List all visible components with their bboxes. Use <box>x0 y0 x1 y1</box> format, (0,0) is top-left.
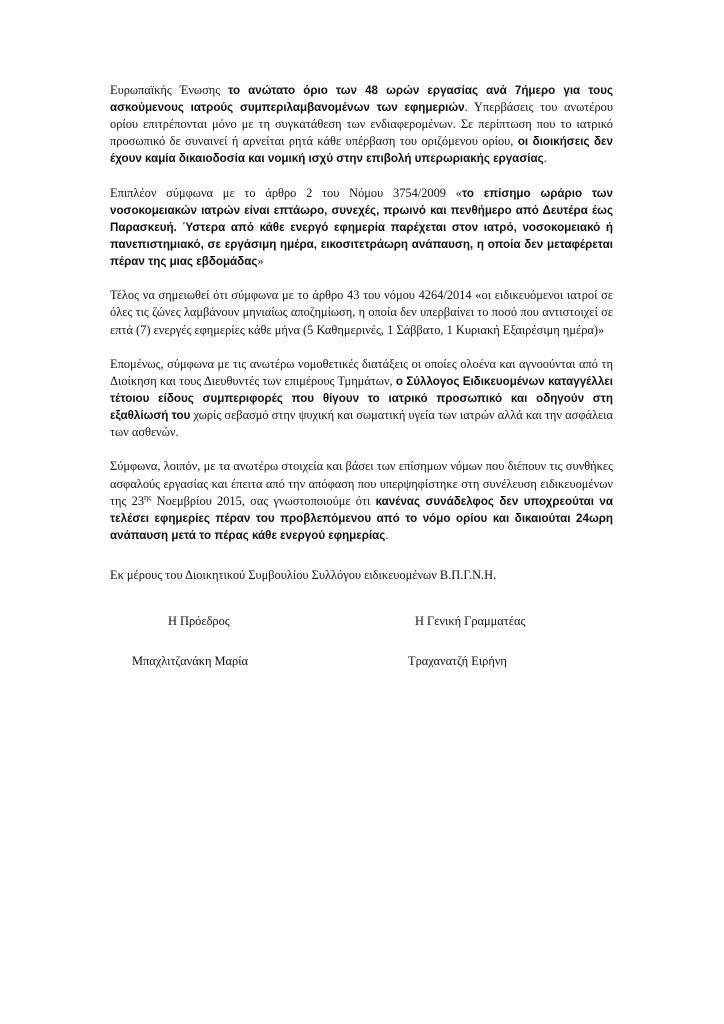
paragraph <box>110 287 613 338</box>
letter-body <box>110 82 613 670</box>
president-title: Η Πρόεδρος <box>168 614 230 628</box>
paragraph <box>110 82 613 167</box>
ordinal-suffix: ης <box>144 492 152 502</box>
paragraph <box>110 356 613 441</box>
paragraph <box>110 185 613 270</box>
secretary-name: Τραχανατζή Ειρήνη <box>408 654 507 668</box>
text-run: Επιπλέον σύμφωνα με το άρθρο 2 του Νόμου 3754/2009 « <box>110 185 462 200</box>
president-name: Μπαχλιτζανάκη Μαρία <box>132 654 249 668</box>
text-run: Ευρωπαϊκής Ένωσης <box>110 83 229 97</box>
signature-names <box>110 653 613 670</box>
text-run: Σύμφωνα, λοιπόν, με τα ανωτέρω στοιχεία και βάσει των επίσημων νόμων που διέπουν τις συνθήκες ασφαλούς εργασίας και έπειτα από την απόφαση που υπερψηφίστηκε στη συνέλευση ειδικευομένων της 23 <box>110 459 613 508</box>
text-run: Τέλος να σημειωθεί ότι σύμφωνα με το άρθρο 43 του νόμου 4264/2014 «οι ειδικευόμενοι ιατροί σε όλες τις ζώνες λαμβάνουν μηνιαίως αποζημίωση, η οποία δεν υπερβαίνει το ποσό που αντιστοιχεί σε επτά (7) ενεργές εφημερίες κάθε μήνα (5 Καθημερινές, 1 Σάββατο, 1 Κυριακή Εξαιρέσιμη ημέρα)» <box>110 288 613 337</box>
bold-text: το ανώτατο όριο των 48 ωρών εργασίας ανά 7ήμερο για τους ασκούμενους ιατρούς συμπεριλαμβανομένων των εφημεριών <box>110 84 613 115</box>
text-run: » <box>257 254 264 269</box>
text-run: . <box>385 527 389 542</box>
text-run: Επομένως, σύμφωνα με τις ανωτέρω νομοθετικές διατάξεις οι οποίες ολοένα και αγνοούνται από τη Διοίκηση και τους Διευθυντές των επιμέρους Τμημάτων, <box>110 356 613 388</box>
paragraphs <box>110 82 613 544</box>
signature-titles <box>110 613 613 630</box>
closing-line: Εκ μέρους του Διοικητικού Συμβουλίου Συλλόγου ειδικευομένων Β.Π.Γ.Ν.Η. <box>110 567 497 582</box>
paragraph <box>110 458 613 543</box>
secretary-title: Η Γενική Γραμματέας <box>415 614 526 628</box>
text-run: . <box>543 151 547 166</box>
bold-text: ο Σύλλογος Ειδικευομένων καταγγέλλει τέτοιου είδους συμπεριφορές που θίγουν το ιατρικό προσωπικό και οδηγούν στη εξαθλίωσή του <box>110 374 614 423</box>
text-run: χωρίς σεβασμό στην ψυχική και σωματική υγεία των ιατρών αλλά και την ασφάλεια των ασθενών. <box>110 408 614 440</box>
bold-text: οι διοικήσεις δεν έχουν καμία δικαιοδοσία και νομική ισχύ στην επιβολή υπερωριακής εργασίας <box>110 135 613 166</box>
bold-text: το επίσημο ωράριο των νοσοκομειακών ιατρών είναι επτάωρο, συνεχές, πρωινό και πενθήμερο από Δευτέρα έως Παρασκευή. Ύστερα από κάθε ενεργό εφημερία παρέχεται στον ιατρό, νοσοκομειακό ή πανεπιστημιακό, σε εργάσιμη ημέρα, εικοσιτετράωρη ανάπαυση, η οποία δεν μεταφέρεται πέραν της μιας εβδομάδας <box>110 186 614 269</box>
text-run: . Υπερβάσεις του ανωτέρου ορίου επιτρέπονται μόνο με τη συγκατάθεση των ενδιαφερομένων. Σε περίπτωση που το ιατρικό προσωπικό δε συναινεί ή αρνείται ρητά κάθε υπέρβαση του οριζόμενου ορίου, <box>110 100 613 149</box>
bold-text: κανένας συνάδελφος δεν υποχρεούται να τελέσει εφημερίες πέραν του προβλεπόμενου από το νόμο ορίου και δικαιούται 24ωρη ανάπαυση μετά το πέρας κάθε ενεργού εφημερίας <box>110 494 613 542</box>
text-run: Νοεμβρίου 2015, σας γνωστοποιούμε ότι <box>151 493 376 508</box>
